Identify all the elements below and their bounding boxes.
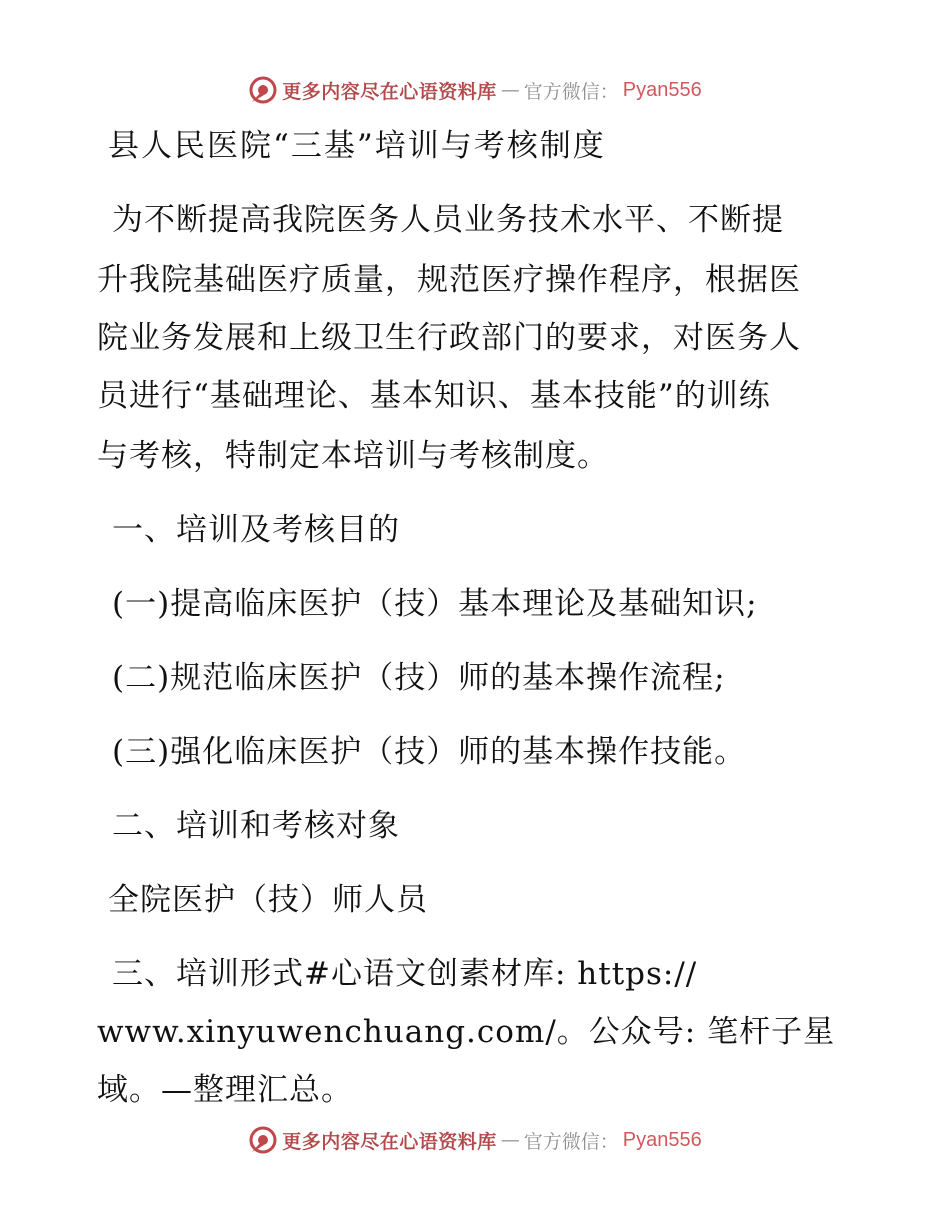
intro-line-3: 院业务发展和上级卫生行政部门的要求，对医务人 xyxy=(97,320,801,356)
section-1-item-1: (一)提高临床医护（技）基本理论及基础知识; xyxy=(112,586,758,622)
watermark-wechat-id: Pyan556 xyxy=(622,1128,702,1151)
intro-line-1: 为不断提高我院医务人员业务技术水平、不断提 xyxy=(112,202,784,238)
intro-line-4: 员进行“基础理论、基本知识、基本技能”的训练 xyxy=(97,378,771,414)
section-2-body: 全院医护（技）师人员 xyxy=(108,882,428,918)
section-1-item-2: (二)规范临床医护（技）师的基本操作流程; xyxy=(112,660,726,696)
watermark-separator: — xyxy=(500,79,520,101)
pen-logo-icon xyxy=(248,75,278,105)
footer-watermark xyxy=(0,1120,950,1160)
section-1-heading: 一、培训及考核目的 xyxy=(112,512,400,548)
header-watermark xyxy=(0,70,950,110)
section-3-line-1: 三、培训形式#心语文创素材库: https:// xyxy=(112,956,698,992)
watermark-sub-text: 官方微信： xyxy=(523,1130,619,1153)
section-2-heading: 二、培训和考核对象 xyxy=(112,808,400,844)
watermark-main-text: 更多内容尽在心语资料库 xyxy=(282,80,497,103)
document-title: 县人民医院“三基”培训与考核制度 xyxy=(108,128,606,164)
watermark-wechat-id: Pyan556 xyxy=(622,78,702,101)
watermark-separator: — xyxy=(500,1129,520,1151)
watermark-sub-text: 官方微信： xyxy=(523,80,619,103)
watermark-main-text: 更多内容尽在心语资料库 xyxy=(282,1130,497,1153)
pen-logo-icon xyxy=(248,1125,278,1155)
section-3-line-3: 域。—整理汇总。 xyxy=(97,1072,353,1108)
intro-line-2: 升我院基础医疗质量，规范医疗操作程序，根据医 xyxy=(97,262,801,298)
section-3-line-2: www.xinyuwenchuang.com/。公众号: 笔杆子星 xyxy=(97,1014,836,1050)
section-1-item-3: (三)强化临床医护（技）师的基本操作技能。 xyxy=(112,734,747,770)
intro-line-5: 与考核，特制定本培训与考核制度。 xyxy=(97,438,609,474)
